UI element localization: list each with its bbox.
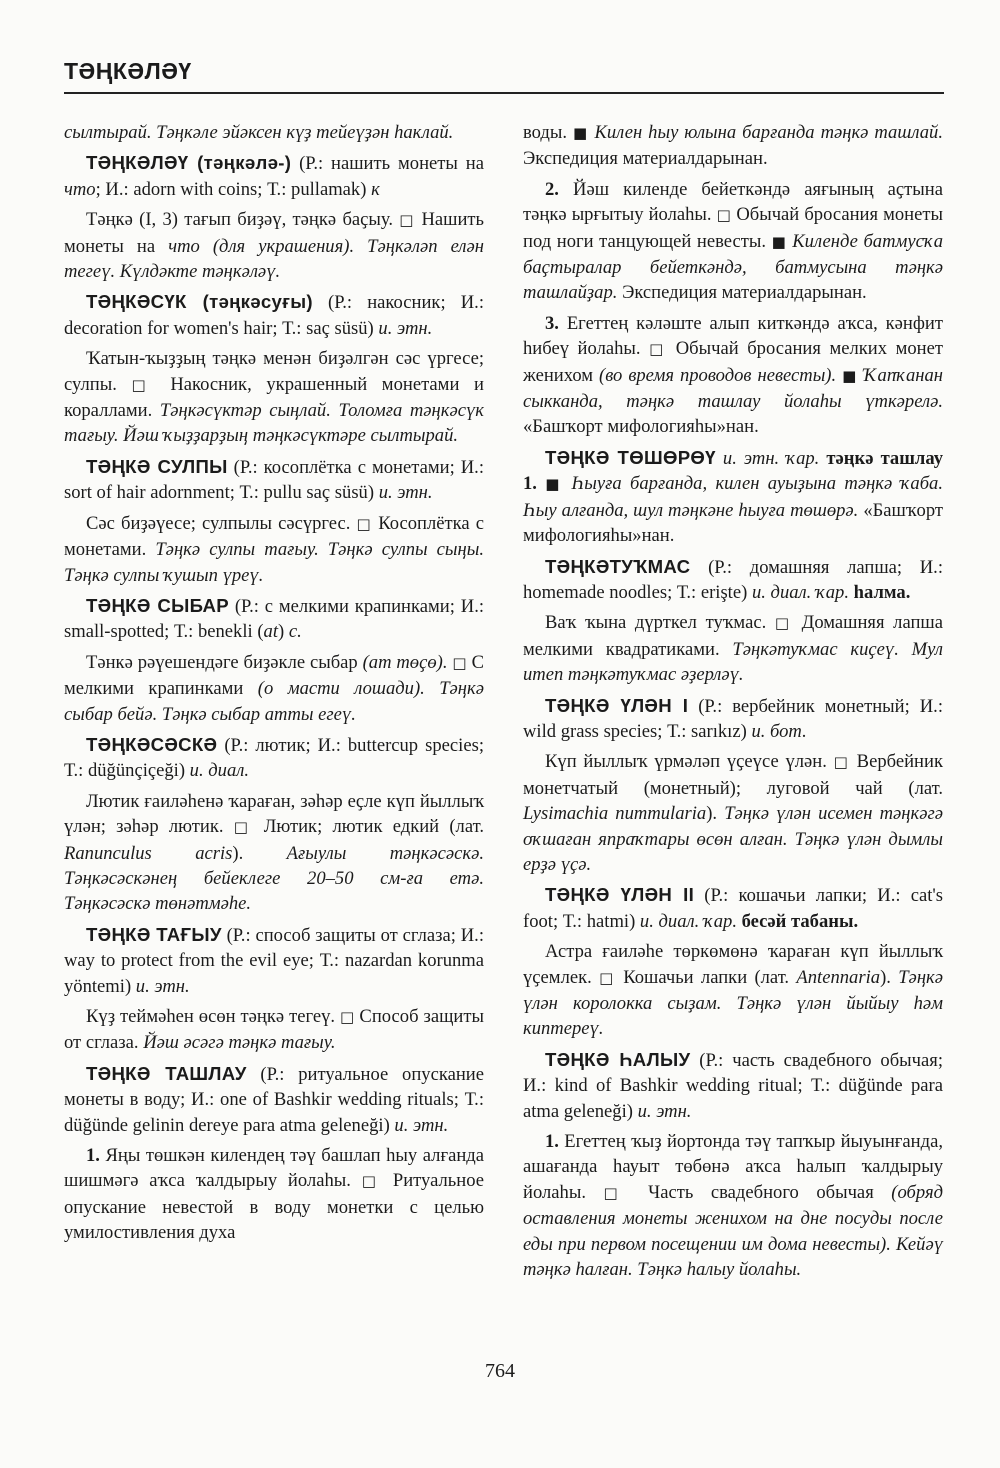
text-run: Йәш киленде бейеткәндә аяғының аҫтына тәңкә ырғытыу йолаһы. [523, 178, 943, 226]
text-run: ). [880, 966, 899, 988]
definition-paragraph [64, 511, 484, 588]
headword: ТӘҢКӘЛӘҮ (тәңкәлә-) [86, 152, 292, 174]
italic-text: и. этн. [637, 1100, 692, 1122]
text-run: Обычай бросания монеты под ноги танцующей невесты. [523, 204, 943, 252]
text-run: ) [278, 621, 289, 643]
left-column [64, 120, 484, 1251]
italic-text: и. этн. ҡар. [722, 447, 820, 469]
dictionary-entry [523, 693, 943, 745]
italic-text: и. бот. [751, 720, 807, 742]
translation-marker-icon: □ [340, 1008, 355, 1026]
italic-text: Килен һыу юлына барғанда тәңкә ташлай. [594, 122, 943, 143]
headword: ТӘҢКӘТУҠМАС [545, 555, 691, 577]
text-run: Экспедиция материалдарынан. [523, 148, 768, 170]
definition-paragraph [64, 1143, 484, 1246]
italic-text: что (для украшения). Тәңкәләп елән тегеү. Күлдәкте тәңкәләү. [64, 235, 484, 283]
dictionary-entry [523, 1047, 943, 1124]
italic-text: с. [288, 621, 302, 643]
text-run: (Р.: с мелкими крапинками; И.: small-spotted; Т.: benekli ( [64, 595, 485, 643]
translation-marker-icon: □ [399, 211, 416, 230]
text-run: Ваҡ ҡына дүрткел туҡмас. [545, 612, 775, 634]
definition-paragraph [64, 789, 484, 917]
text-run: (Р.: способ защиты от сглаза; И.: way to protect from the evil eye; Т.: nazardan korunma yöntemi) [64, 924, 484, 997]
definition-paragraph [523, 939, 943, 1042]
text-run: Кошачьи лапки (лат. [615, 966, 797, 988]
text-run: Косоплётка с монетами. [64, 512, 484, 561]
text-run: (Р.: вербейник монетный; И.: wild grass species; Т.: sarıkız) [523, 695, 943, 742]
text-run: ; И.: adorn with coins; Т.: pullamak) [95, 178, 372, 200]
example-marker-icon: ■ [771, 232, 787, 251]
dictionary-entry [64, 593, 484, 645]
italic-text: (ат төҫө). [362, 651, 448, 673]
right-column [523, 120, 943, 1287]
italic-text: (обряд оставления монеты женихом на дне посуды после еды при первом посещении им дома невесты). Кейәү тәңкә һалған. Тәңкә һалыу йолаһы. [523, 1181, 943, 1281]
text-run: (Р.: часть свадебного обычая; И.: kind of Bashkir wedding ritual; Т.: düğünde para atma geleneği) [523, 1049, 944, 1122]
definition-paragraph [523, 311, 943, 440]
definition-paragraph [64, 1004, 484, 1056]
bold-text: тәңкә ташлау 1. [523, 447, 944, 495]
dictionary-entry [64, 289, 484, 341]
definition-paragraph [523, 120, 943, 172]
italic-text: Тәңкә үлән королокка сыҙам. Тәңкә үлән йыйыу һәм киптереү. [523, 966, 943, 1040]
bold-text: һалма. [853, 581, 911, 603]
text-run [716, 448, 723, 469]
text-run: Күҙ теймәһен өсөн тәңкә тегеү. [86, 1006, 340, 1027]
translation-marker-icon: □ [356, 514, 373, 533]
italic-text: Киленде батмусҡа баҫтыралар бейеткәндә, батмусына тәңкә ташлайҙар. [523, 230, 943, 304]
text-run: ). [706, 803, 725, 825]
headword: ТӘҢКӘСӘСКӘ [86, 733, 218, 755]
headword: ТӘҢКӘ ҺАЛЫУ [545, 1048, 691, 1070]
dictionary-entry [64, 1061, 484, 1138]
text-run: Яңы төшкән килендең тәү башлап һыу алғанда шишмәгә аҡса ҡалдырыу йолаһы. [64, 1145, 484, 1192]
italic-text: Йәш әсәгә тәңкә тағыу. [143, 1032, 336, 1054]
translation-marker-icon: □ [233, 818, 254, 837]
text-run: (Р.: косоплётка с монетами; И.: sort of hair adornment; Т.: pullu saç süsü) [64, 456, 484, 504]
example-marker-icon: ■ [842, 366, 858, 385]
header-rule [64, 92, 944, 94]
dictionary-entry [64, 454, 484, 506]
text-run: (Р.: кошачьи лапки; И.: cat's foot; Т.: hatmi) [523, 885, 943, 932]
definition-paragraph [523, 1129, 943, 1282]
italic-text: сылтырай. Тәңкәле эйәксен күҙ тейеүҙән һаклай. [64, 122, 454, 143]
italic-text: Тәңкә үлән исемен тәңкәгә оҡшаған япраҡтары өсөн алған. Тәңкә үлән дымлы ерҙә үҫә. [523, 803, 943, 875]
text-run: Накосник, украшенный монетами и кораллами. [64, 373, 484, 422]
italic-text: и. диал. ҡар. [751, 581, 849, 603]
text-run: Егеттең кәләште алып киткәндә аҡса, кәнфит һибеү йолаһы. [523, 312, 943, 360]
definition-paragraph [523, 749, 943, 877]
text-run: Лютик; лютик едкий (лат. [253, 816, 484, 838]
translation-marker-icon: □ [774, 614, 794, 633]
italic-text: что [64, 178, 96, 200]
definition-paragraph [64, 346, 484, 449]
text-run: Способ защиты от сглаза. [64, 1006, 484, 1054]
italic-text: Ҡапҡанан сыкканда, тәңкә ташлау йолаһы үткәрелә. [523, 364, 944, 413]
dictionary-entry [64, 732, 484, 784]
text-run: Ҡатын-ҡыҙҙың тәңкә менән биҙәлгән сәс үргесе; сулпы. [64, 348, 484, 395]
bold-text: 1. [545, 1131, 559, 1153]
bold-text: 1. [86, 1145, 100, 1167]
page-number: 764 [485, 1360, 515, 1382]
definition-paragraph [64, 120, 484, 145]
bold-text: 3. [545, 312, 559, 334]
dictionary-entry [523, 882, 943, 934]
text-run: Ритуальное опускание невестой в воду монетки с целью умилостивления духа [64, 1170, 484, 1244]
italic-text: Тәңкәтуҡмас киҫеү. Мул итеп тәңкәтуҡмас әҙерләү. [523, 638, 943, 686]
headword: ТӘҢКӘ СЫБАР [86, 594, 229, 616]
translation-marker-icon: □ [599, 968, 616, 987]
example-marker-icon: ■ [573, 124, 589, 142]
text-run: Тәнкә рәүешендәге биҙәкле сыбар [86, 651, 363, 673]
bold-text: бесәй табаны. [741, 910, 859, 932]
text-run: Экспедиция материалдарынан. [617, 282, 867, 304]
text-run: Астра ғаиләһе төркөмөнә ҡараған күп йыллыҡ үҫемлек. [523, 941, 943, 988]
italic-text: и. этн. [378, 482, 433, 504]
text-run: Егеттең ҡыҙ йортонда тәү тапҡыр йыуынғанда, ашағанда һауыт төбөнә аҡса һалып ҡалдырыу йолаһы. [523, 1131, 943, 1203]
headword: ТӘҢКӘ ТӨШӨРӨҮ [545, 446, 716, 468]
example-marker-icon: ■ [545, 475, 564, 494]
italic-text: и. этн. [378, 317, 433, 339]
italic-text: Antennaria [796, 966, 881, 988]
italic-text: Ағыулы тәңкәсәскә. Тәңкәсәскәнең бейеклеге 20–50 см-ға етә. Тәңкәсәскә төнәтмәһе. [64, 842, 484, 915]
headword: ТӘҢКӘ ТАШЛАУ [86, 1062, 247, 1084]
text-run: ). [232, 842, 287, 864]
italic-text: и. диал. [189, 760, 250, 782]
definition-paragraph [523, 177, 943, 306]
dictionary-entry [64, 922, 484, 999]
text-run: Сәс биҙәүесе; сулпылы сәсүргес. [86, 512, 357, 534]
italic-text: Тәңкә сулпы тағыу. Тәңкә сулпы сыңы. Тәңкә сулпы ҡушып үреү. [64, 539, 484, 586]
italic-text: и. диал. ҡар. [639, 910, 737, 932]
translation-marker-icon: □ [716, 206, 732, 225]
text-run: (Р.: домашняя лапша; И.: homemade noodles; Т.: erişte) [523, 556, 943, 603]
definition-paragraph [64, 207, 484, 284]
headword: ТӘҢКӘ СУЛПЫ [86, 455, 228, 477]
italic-text: Тәңкәсүктәр сыңлай. Толомға тәңкәсүк тағыу. Йәш ҡыҙҙарҙың тәңкәсүктәре сылтырай. [64, 400, 484, 447]
bold-text: 2. [545, 178, 559, 200]
italic-text: Lysimachia nummularia [523, 803, 707, 825]
text-run: (Р.: лютик; И.: buttercup species; Т.: düğünçiçeği) [64, 734, 484, 782]
text-run: (Р.: нашить монеты на [291, 153, 484, 175]
text-run [563, 473, 571, 494]
dictionary-entry [523, 554, 943, 606]
italic-text: Һыуға барғанда, килен ауыҙына тәңкә ҡаба. Һыу алғанда, шул тәңкәне һыуға төшөрә. [523, 473, 943, 521]
text-run: Тәңкә (I, 3) тағып биҙәү, тәңкә баҫыу. [86, 209, 400, 231]
text-run: Нашить монеты на [64, 209, 484, 257]
text-run: Домашняя лапша мелкими квадратиками. [523, 612, 943, 660]
italic-text: к [371, 178, 380, 200]
text-run: «Башҡорт мифологияһы»нан. [523, 499, 943, 547]
definition-paragraph [64, 650, 484, 727]
headword: ТӘҢКӘ ТАҒЫУ [86, 923, 222, 945]
text-run: Күп йыллыҡ үрмәләп үҫеүсе үлән. [545, 751, 834, 773]
translation-marker-icon: □ [131, 375, 156, 394]
text-run: «Башҡорт мифологияһы»нан. [523, 416, 759, 438]
headword: ТӘҢКӘСҮК (тәңкәсуғы) [86, 291, 313, 313]
translation-marker-icon: □ [361, 1172, 383, 1191]
text-run: воды. [523, 122, 573, 143]
italic-text: (во время проводов невесты). [599, 364, 837, 386]
translation-marker-icon: □ [649, 340, 668, 359]
italic-text: Ranunculus acris [64, 842, 233, 864]
italic-text: и. этн. [135, 975, 190, 997]
definition-paragraph [523, 610, 943, 687]
text-run: Часть свадебного обычая [630, 1181, 892, 1203]
text-run: (Р.: накосник; И.: decoration for women's hair; Т.: saç süsü) [64, 292, 484, 339]
text-run: (Р.: ритуальное опускание монеты в воду; И.: one of Bashkir wedding rituals; Т.: düğünde gelinin dereye para atma geleneği) [64, 1063, 484, 1136]
dictionary-entry [64, 150, 484, 202]
translation-marker-icon: □ [452, 653, 467, 672]
dictionary-entry [523, 445, 943, 549]
headword: ТӘҢКӘ ҮЛӘН I [545, 694, 689, 716]
italic-text: и. этн. [394, 1114, 449, 1136]
translation-marker-icon: □ [833, 753, 850, 772]
italic-text: (о масти лошади). Тәңкә сыбар бейә. Тәңкә сыбар атты егеү. [64, 678, 484, 725]
text-run: Вербейник монетчатый (монетный); луговой чай (лат. [523, 751, 943, 799]
text-run: С мелкими крапинками [64, 651, 484, 700]
running-head: ТӘҢКӘЛӘҮ [64, 58, 192, 84]
italic-text: at [263, 621, 278, 643]
text-run: Лютик ғаиләһенә ҡараған, зәһәр еҫле күп йыллыҡ үлән; зәһәр лютик. [64, 790, 484, 838]
headword: ТӘҢКӘ ҮЛӘН II [545, 884, 695, 906]
translation-marker-icon: □ [603, 1183, 631, 1202]
text-run: Обычай бросания мелких монет женихом [523, 338, 943, 386]
